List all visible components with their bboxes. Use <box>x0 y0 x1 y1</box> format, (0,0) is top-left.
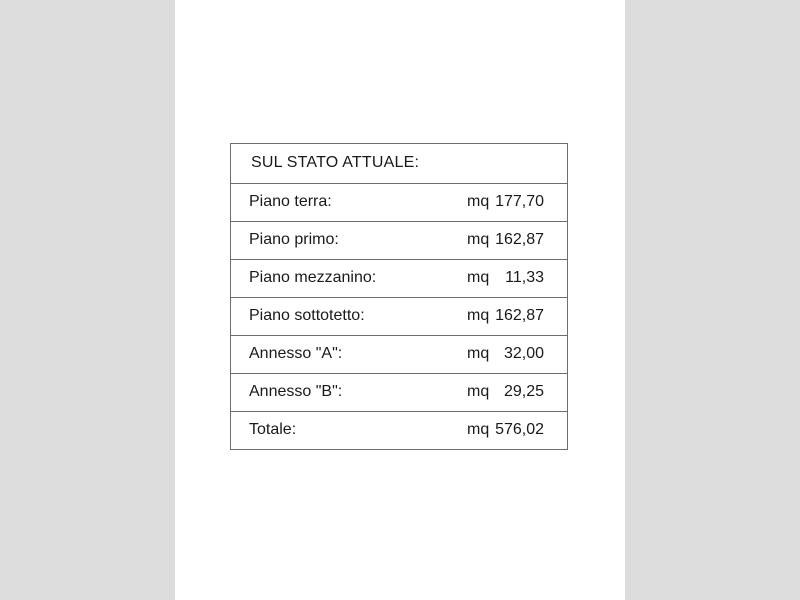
table-heading-row <box>231 144 567 183</box>
row-unit: mq <box>467 269 490 286</box>
surface-area-table <box>230 143 568 450</box>
table-row <box>231 373 567 411</box>
table-row <box>231 297 567 335</box>
document-page <box>175 0 625 600</box>
row-value: 177,70 <box>495 193 544 210</box>
table-row <box>231 221 567 259</box>
row-unit: mq <box>467 231 490 248</box>
row-value: 162,87 <box>495 231 544 248</box>
row-unit: mq <box>467 383 490 400</box>
row-label: Piano primo: <box>249 231 339 248</box>
row-unit: mq <box>467 307 490 324</box>
total-row <box>231 411 567 449</box>
row-value: 29,25 <box>503 383 544 400</box>
table-row <box>231 259 567 297</box>
total-value: 576,02 <box>495 421 544 438</box>
row-label: Annesso "B": <box>249 383 343 400</box>
total-unit: mq <box>467 421 490 438</box>
table-row <box>231 183 567 221</box>
row-unit: mq <box>467 345 490 362</box>
row-label: Annesso "A": <box>249 345 343 362</box>
row-label: Piano mezzanino: <box>249 269 377 286</box>
row-value: 11,33 <box>505 269 544 286</box>
table-heading: SUL STATO ATTUALE: <box>251 154 420 171</box>
row-value: 32,00 <box>503 345 544 362</box>
total-label: Totale: <box>249 421 297 438</box>
row-label: Piano sottotetto: <box>249 307 365 324</box>
table-row <box>231 335 567 373</box>
row-unit: mq <box>467 193 490 210</box>
row-label: Piano terra: <box>249 193 332 210</box>
row-value: 162,87 <box>495 307 544 324</box>
